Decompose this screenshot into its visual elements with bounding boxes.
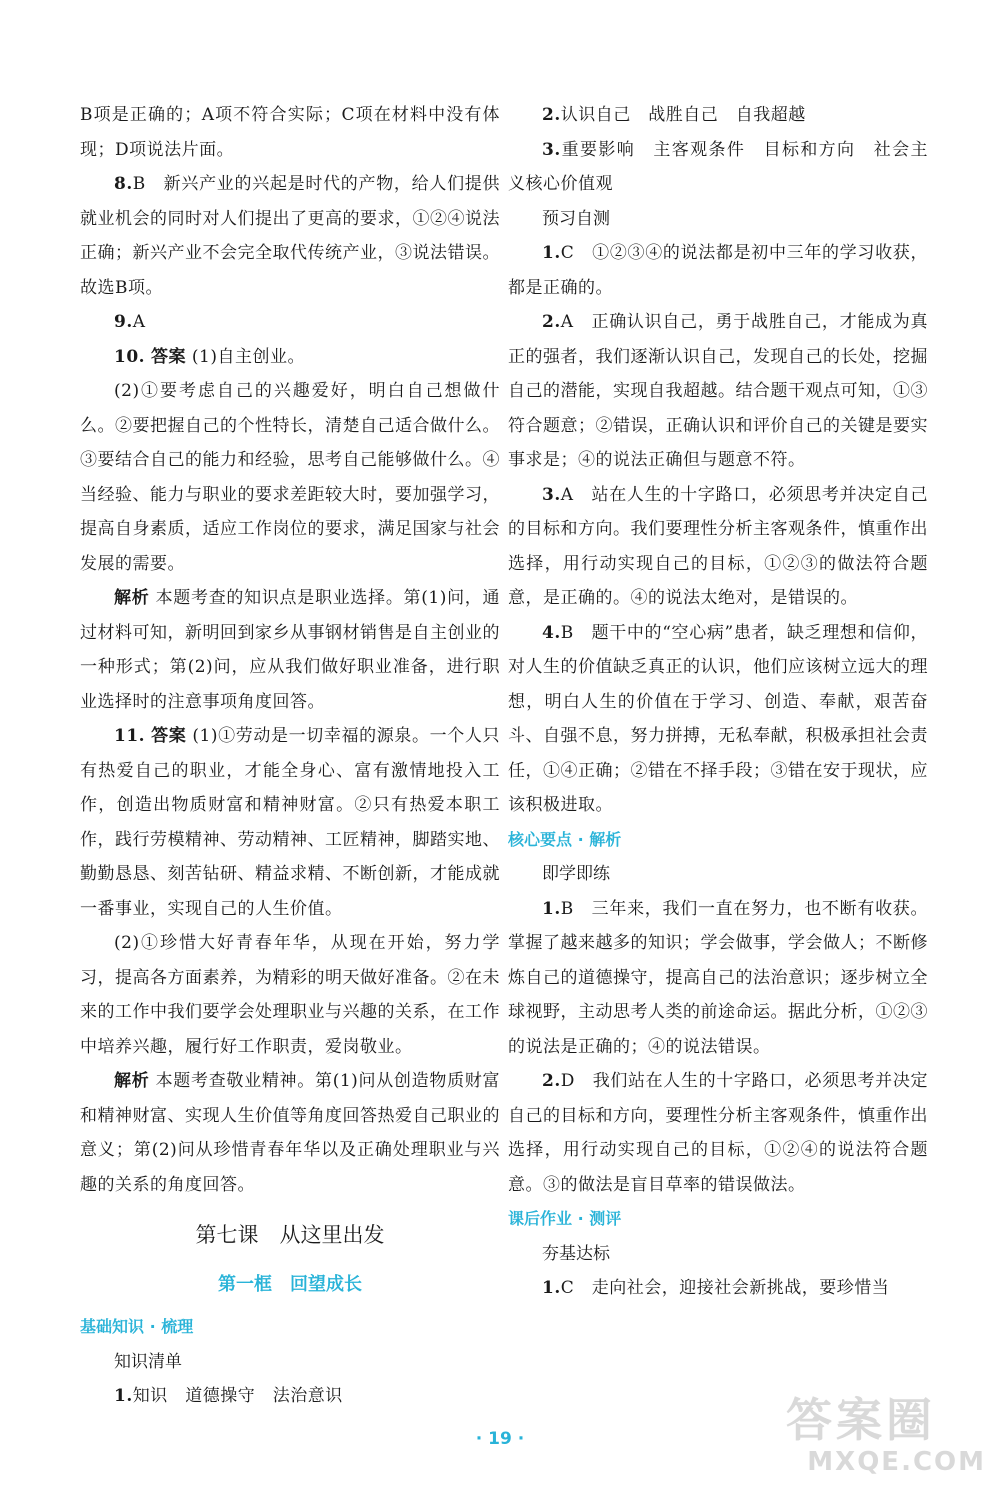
right-column	[508, 98, 928, 1306]
item-text: 重要影响 主客观条件 目标和方向 社会主义核心价值观	[508, 139, 928, 194]
subsection-heading: 知识清单	[114, 1351, 182, 1372]
analysis-tag: 解析	[114, 588, 150, 608]
item-text: (1)自主创业。	[191, 346, 305, 367]
knowledge-item-2	[508, 98, 928, 133]
item-number: 10.	[114, 346, 146, 367]
item-number: 2.	[542, 312, 561, 332]
item-text: A 站在人生的十字路口，必须思考并决定自己的目标和方向。我们要理性分析主客观条件，慎重作出选择，用行动实现自己的目标，①②③的做法符合题意，是正确的。④的说法太绝对，是错误的。	[508, 484, 928, 608]
answer-item-11	[80, 719, 500, 926]
preview-item-1	[508, 236, 928, 305]
knowledge-item-3	[508, 133, 928, 202]
page-number: · 19 ·	[475, 1429, 525, 1449]
item-number: 1.	[114, 1386, 133, 1406]
homework-item-1	[508, 1271, 928, 1306]
item-text: B 新兴产业的兴起是时代的产物，给人们提供就业机会的同时对人们提出了更高的要求，①②④说法正确；新兴产业不会完全取代传统产业，③说法错误。故选B项。	[80, 174, 500, 298]
item-text: (1)①劳动是一切幸福的源泉。一个人只有热爱自己的职业，才能全身心、富有激情地投入工作，创造出物质财富和精神财富。②只有热爱本职工作，践行劳模精神、劳动精神、工匠精神，脚踏实地、勤勤恳恳、刻苦钻研、精益求精、不断创新，才能成就一番事业，实现自己的人生价值。	[80, 726, 500, 919]
item-number: 1.	[542, 243, 561, 263]
answer-item-9	[80, 305, 500, 340]
section-heading: 核心要点 · 解析	[508, 829, 622, 849]
subsection-heading: 夯基达标	[542, 1243, 610, 1264]
analysis-paragraph	[80, 1064, 500, 1202]
item-text: C 走向社会，迎接社会新挑战，要珍惜当	[560, 1278, 890, 1298]
preview-item-2	[508, 305, 928, 478]
item-text: D 我们站在人生的十字路口，必须思考并决定自己的目标和方向，要理性分析主客观条件，慎重作出选择，用行动实现自己的目标，①②④的说法符合题意。③的做法是盲目草率的错误做法。	[508, 1071, 928, 1195]
knowledge-item-1	[80, 1379, 500, 1414]
watermark-bottom: MXQE.COM	[807, 1447, 986, 1477]
answer-tag: 答案	[151, 726, 187, 746]
item-text: C ①②③④的说法都是初中三年的学习收获，都是正确的。	[508, 243, 928, 298]
answer-paragraph: B项是正确的；A项不符合实际；C项在材料中没有体现；D项说法片面。	[80, 105, 500, 160]
preview-item-3	[508, 478, 928, 616]
item-number: 8.	[114, 174, 133, 194]
analysis-tag: 解析	[114, 1071, 150, 1091]
analysis-text: 本题考查的知识点是职业选择。第(1)问，通过材料可知，新明回到家乡从事钢材销售是自主创业的一种形式；第(2)问，应从我们做好职业准备，进行职业选择时的注意事项角度回答。	[80, 588, 500, 712]
item-number: 3.	[542, 484, 561, 505]
item-number: 11.	[114, 726, 146, 746]
lesson-title: 第七课 从这里出发	[195, 1223, 385, 1247]
practice-item-1	[508, 892, 928, 1065]
item-text: B 题干中的“空心病”患者，缺乏理想和信仰，对人生的价值缺乏真正的认识，他们应该树立远大的理想，明白人生的价值在于学习、创造、奉献，艰苦奋斗、自强不息，努力拼搏，无私奉献，积极承担社会责任，①④正确；②错在不择手段；③错在安于现状，应该积极进取。	[508, 622, 928, 815]
answer-item-10	[80, 340, 500, 375]
frame-title: 第一框 回望成长	[218, 1274, 362, 1295]
answer-paragraph: (2)①珍惜大好青春年华，从现在开始，努力学习，提高各方面素养，为精彩的明天做好准备。②在未来的工作中我们要学会处理职业与兴趣的关系，在工作中培养兴趣，履行好工作职责，爱岗敬业。	[80, 933, 500, 1057]
item-text: A 正确认识自己，勇于战胜自己，才能成为真正的强者，我们逐渐认识自己，发现自己的长处，挖掘自己的潜能，实现自我超越。结合题干观点可知，①③符合题意；②错误，正确认识和评价自己的关键是要实事求是；④的说法正确但与题意不符。	[508, 312, 928, 470]
item-text: 认识自己 战胜自己 自我超越	[560, 105, 806, 125]
analysis-paragraph	[80, 581, 500, 719]
item-number: 2.	[542, 1071, 561, 1091]
answer-item-8	[80, 167, 500, 305]
item-number: 1.	[542, 898, 561, 919]
preview-item-4	[508, 616, 928, 823]
answer-tag: 答案	[150, 346, 186, 367]
answer-paragraph: (2)①要考虑自己的兴趣爱好，明白自己想做什么。②要把握自己的个性特长，清楚自己适合做什么。③要结合自己的能力和经验，思考自己能够做什么。④当经验、能力与职业的要求差距较大时，要加强学习，提高自身素质，适应工作岗位的要求，满足国家与社会发展的需要。	[80, 381, 500, 574]
subsection-heading: 即学即练	[542, 864, 610, 884]
section-heading: 基础知识 · 梳理	[80, 1317, 194, 1336]
left-column	[80, 98, 500, 1414]
item-number: 9.	[114, 312, 133, 332]
subsection-heading: 预习自测	[542, 208, 610, 229]
item-number: 4.	[542, 622, 561, 643]
item-number: 2.	[542, 105, 561, 125]
analysis-text: 本题考查敬业精神。第(1)问从创造物质财富和精神财富、实现人生价值等角度回答热爱自己职业的意义；第(2)问从珍惜青春年华以及正确处理职业与兴趣的关系的角度回答。	[80, 1071, 500, 1195]
item-number: 3.	[542, 139, 561, 160]
item-text: B 三年来，我们一直在努力，也不断有收获。掌握了越来越多的知识；学会做事，学会做人；不断修炼自己的道德操守，提高自己的法治意识；逐步树立全球视野，主动思考人类的前途命运。据此分析，①②③的说法是正确的；④的说法错误。	[508, 898, 928, 1057]
practice-item-2	[508, 1064, 928, 1202]
watermark-top: 答案圈	[786, 1393, 936, 1447]
item-text: A	[132, 312, 146, 332]
item-text: 知识 道德操守 法治意识	[132, 1386, 343, 1406]
section-heading: 课后作业 · 测评	[508, 1209, 622, 1228]
watermark-logo	[786, 1393, 986, 1493]
item-number: 1.	[542, 1278, 561, 1298]
